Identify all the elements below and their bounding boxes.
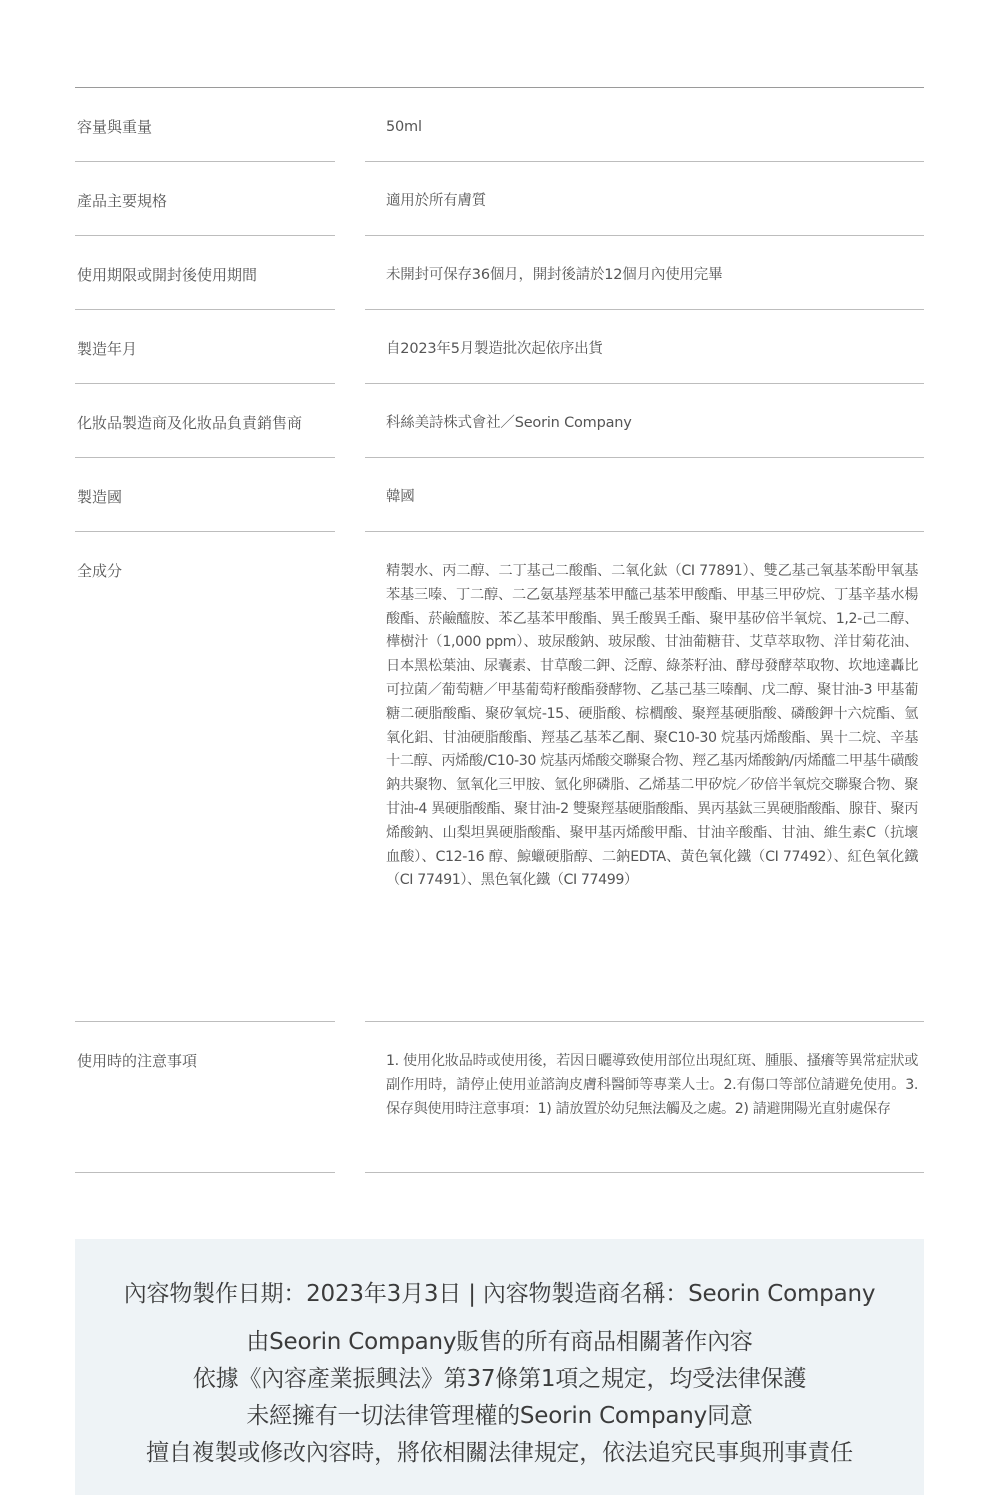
spec-label: 全成分 xyxy=(75,532,335,1022)
spec-value: 適用於所有膚質 xyxy=(365,162,924,236)
spec-label: 容量與重量 xyxy=(75,88,335,162)
spec-row-manufacture-date xyxy=(75,310,924,384)
spec-label: 使用時的注意事項 xyxy=(75,1022,335,1173)
spec-label: 產品主要規格 xyxy=(75,162,335,236)
spec-value: 未開封可保存36個月，開封後請於12個月內使用完畢 xyxy=(365,236,924,310)
copyright-line: 由Seorin Company販售的所有商品相關著作內容 xyxy=(246,1329,753,1355)
spec-row-manufacturer xyxy=(75,384,924,458)
spec-label: 使用期限或開封後使用期間 xyxy=(75,236,335,310)
product-spec-table xyxy=(75,88,924,1173)
spec-row-shelf-life xyxy=(75,236,924,310)
copyright-line: 依據《內容產業振興法》第37條第1項之規定，均受法律保護 xyxy=(192,1366,807,1392)
spec-row-precautions xyxy=(75,1022,924,1173)
spec-row-main-spec xyxy=(75,162,924,236)
copyright-notice xyxy=(75,1239,924,1495)
spec-value: 科絲美詩株式會社／Seorin Company xyxy=(365,384,924,458)
spec-row-capacity xyxy=(75,88,924,162)
copyright-line: 未經擁有一切法律管理權的Seorin Company同意 xyxy=(246,1403,753,1429)
ingredients-list: 精製水、丙二醇、二丁基己二酸酯、二氧化鈦（CI 77891）、雙乙基己氧基苯酚甲氧基苯基三嗪、丁二醇、二乙氨基羥基苯甲醯己基苯甲酸酯、甲基三甲矽烷、丁基辛基水楊酸酯、菸鹼醯胺、苯乙基苯甲酸酯、異壬酸異壬酯、聚甲基矽倍半氧烷、1,2-己二醇、樺樹汁（1,000 ppm）、玻尿酸鈉、玻尿酸、甘油葡糖苷、艾草萃取物、洋甘菊花油、日本黑松葉油、尿囊素、甘草酸二鉀、泛醇、綠茶籽油、酵母發酵萃取物、坎地達轟比可拉菌／葡萄糖／甲基葡萄籽酸酯發酵物、乙基己基三嗪酮、戊二醇、聚甘油-3 甲基葡糖二硬脂酸酯、聚矽氧烷-15、硬脂酸、棕櫚酸、聚羥基硬脂酸、磷酸鉀十六烷酯、氫氧化鋁、甘油硬脂酸酯、羥基乙基苯乙酮、聚C10-30 烷基丙烯酸酯、異十二烷、辛基十二醇、丙烯酸/C10-30 烷基丙烯酸交聯聚合物、羥乙基丙烯酸鈉/丙烯醯二甲基牛磺酸鈉共聚物、氫氧化三甲胺、氫化卵磷脂、乙烯基二甲矽烷／矽倍半氧烷交聯聚合物、聚甘油-4 異硬脂酸酯、聚甘油-2 雙聚羥基硬脂酸酯、異丙基鈦三異硬脂酸酯、腺苷、聚丙烯酸鈉、山梨坦異硬脂酸酯、聚甲基丙烯酸甲酯、甘油辛酸酯、甘油、維生素C（抗壞血酸）、C12-16 醇、鯨蠟硬脂醇、二鈉EDTA、黃色氧化鐵（CI 77492）、紅色氧化鐵（CI 77491）、黑色氧化鐵（CI 77499） xyxy=(365,532,924,1022)
spec-value: 韓國 xyxy=(365,458,924,532)
copyright-line: 擅自複製或修改內容時，將依相關法律規定，依法追究民事與刑事責任 xyxy=(146,1440,853,1466)
spec-label: 製造年月 xyxy=(75,310,335,384)
spec-row-ingredients xyxy=(75,532,924,1022)
content-production-info: 內容物製作日期：2023年3月3日 | 內容物製造商名稱：Seorin Company xyxy=(123,1281,876,1307)
spec-label: 製造國 xyxy=(75,458,335,532)
spec-value: 50ml xyxy=(365,88,924,162)
spec-label: 化妝品製造商及化妝品負責銷售商 xyxy=(75,384,335,458)
spec-value: 自2023年5月製造批次起依序出貨 xyxy=(365,310,924,384)
spec-row-country xyxy=(75,458,924,532)
precautions-text: 1. 使用化妝品時或使用後，若因日曬導致使用部位出現紅斑、腫脹、搔癢等異常症狀或副作用時，請停止使用並諮詢皮膚科醫師等專業人士。2.有傷口等部位請避免使用。3.保存與使用時注意事項：1) 請放置於幼兒無法觸及之處。2) 請避開陽光直射處保存 xyxy=(365,1022,924,1173)
